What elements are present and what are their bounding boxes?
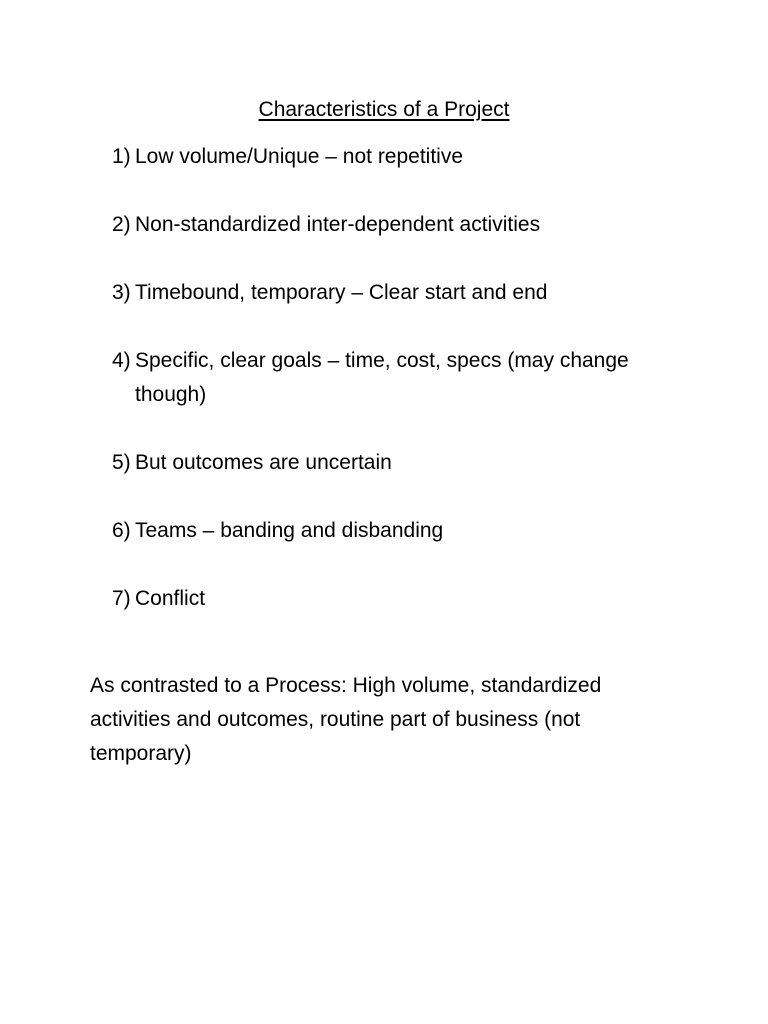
list-item-number: 3) xyxy=(112,281,131,304)
list-item-number: 6) xyxy=(112,519,131,542)
list-item-text: Timebound, temporary – Clear start and end xyxy=(135,281,548,304)
list-item xyxy=(112,208,682,242)
list-item xyxy=(112,446,682,480)
list-item-number: 4) xyxy=(112,349,131,372)
list-item-text: Specific, clear goals – time, cost, specs (may change though) xyxy=(135,349,629,406)
list-item-number: 2) xyxy=(112,213,131,236)
list-item xyxy=(112,344,682,412)
list-item-number: 1) xyxy=(112,145,131,168)
list-item-text: Teams – banding and disbanding xyxy=(135,519,444,542)
characteristics-list xyxy=(112,140,682,650)
list-item-text: But outcomes are uncertain xyxy=(135,451,392,474)
list-item-text: Conflict xyxy=(135,587,206,610)
list-item xyxy=(112,582,682,616)
page-title: Characteristics of a Project xyxy=(258,98,510,121)
list-item-text: Non-standardized inter-dependent activities xyxy=(135,213,541,236)
list-item-number: 5) xyxy=(112,451,131,474)
list-item xyxy=(112,140,682,174)
list-item-text: Low volume/Unique – not repetitive xyxy=(135,145,464,168)
list-item xyxy=(112,276,682,310)
process-contrast-paragraph: As contrasted to a Process: High volume, standardized activities and outcomes, routine part of business (not temporary) xyxy=(90,674,602,765)
list-item-number: 7) xyxy=(112,587,131,610)
list-item xyxy=(112,514,682,548)
